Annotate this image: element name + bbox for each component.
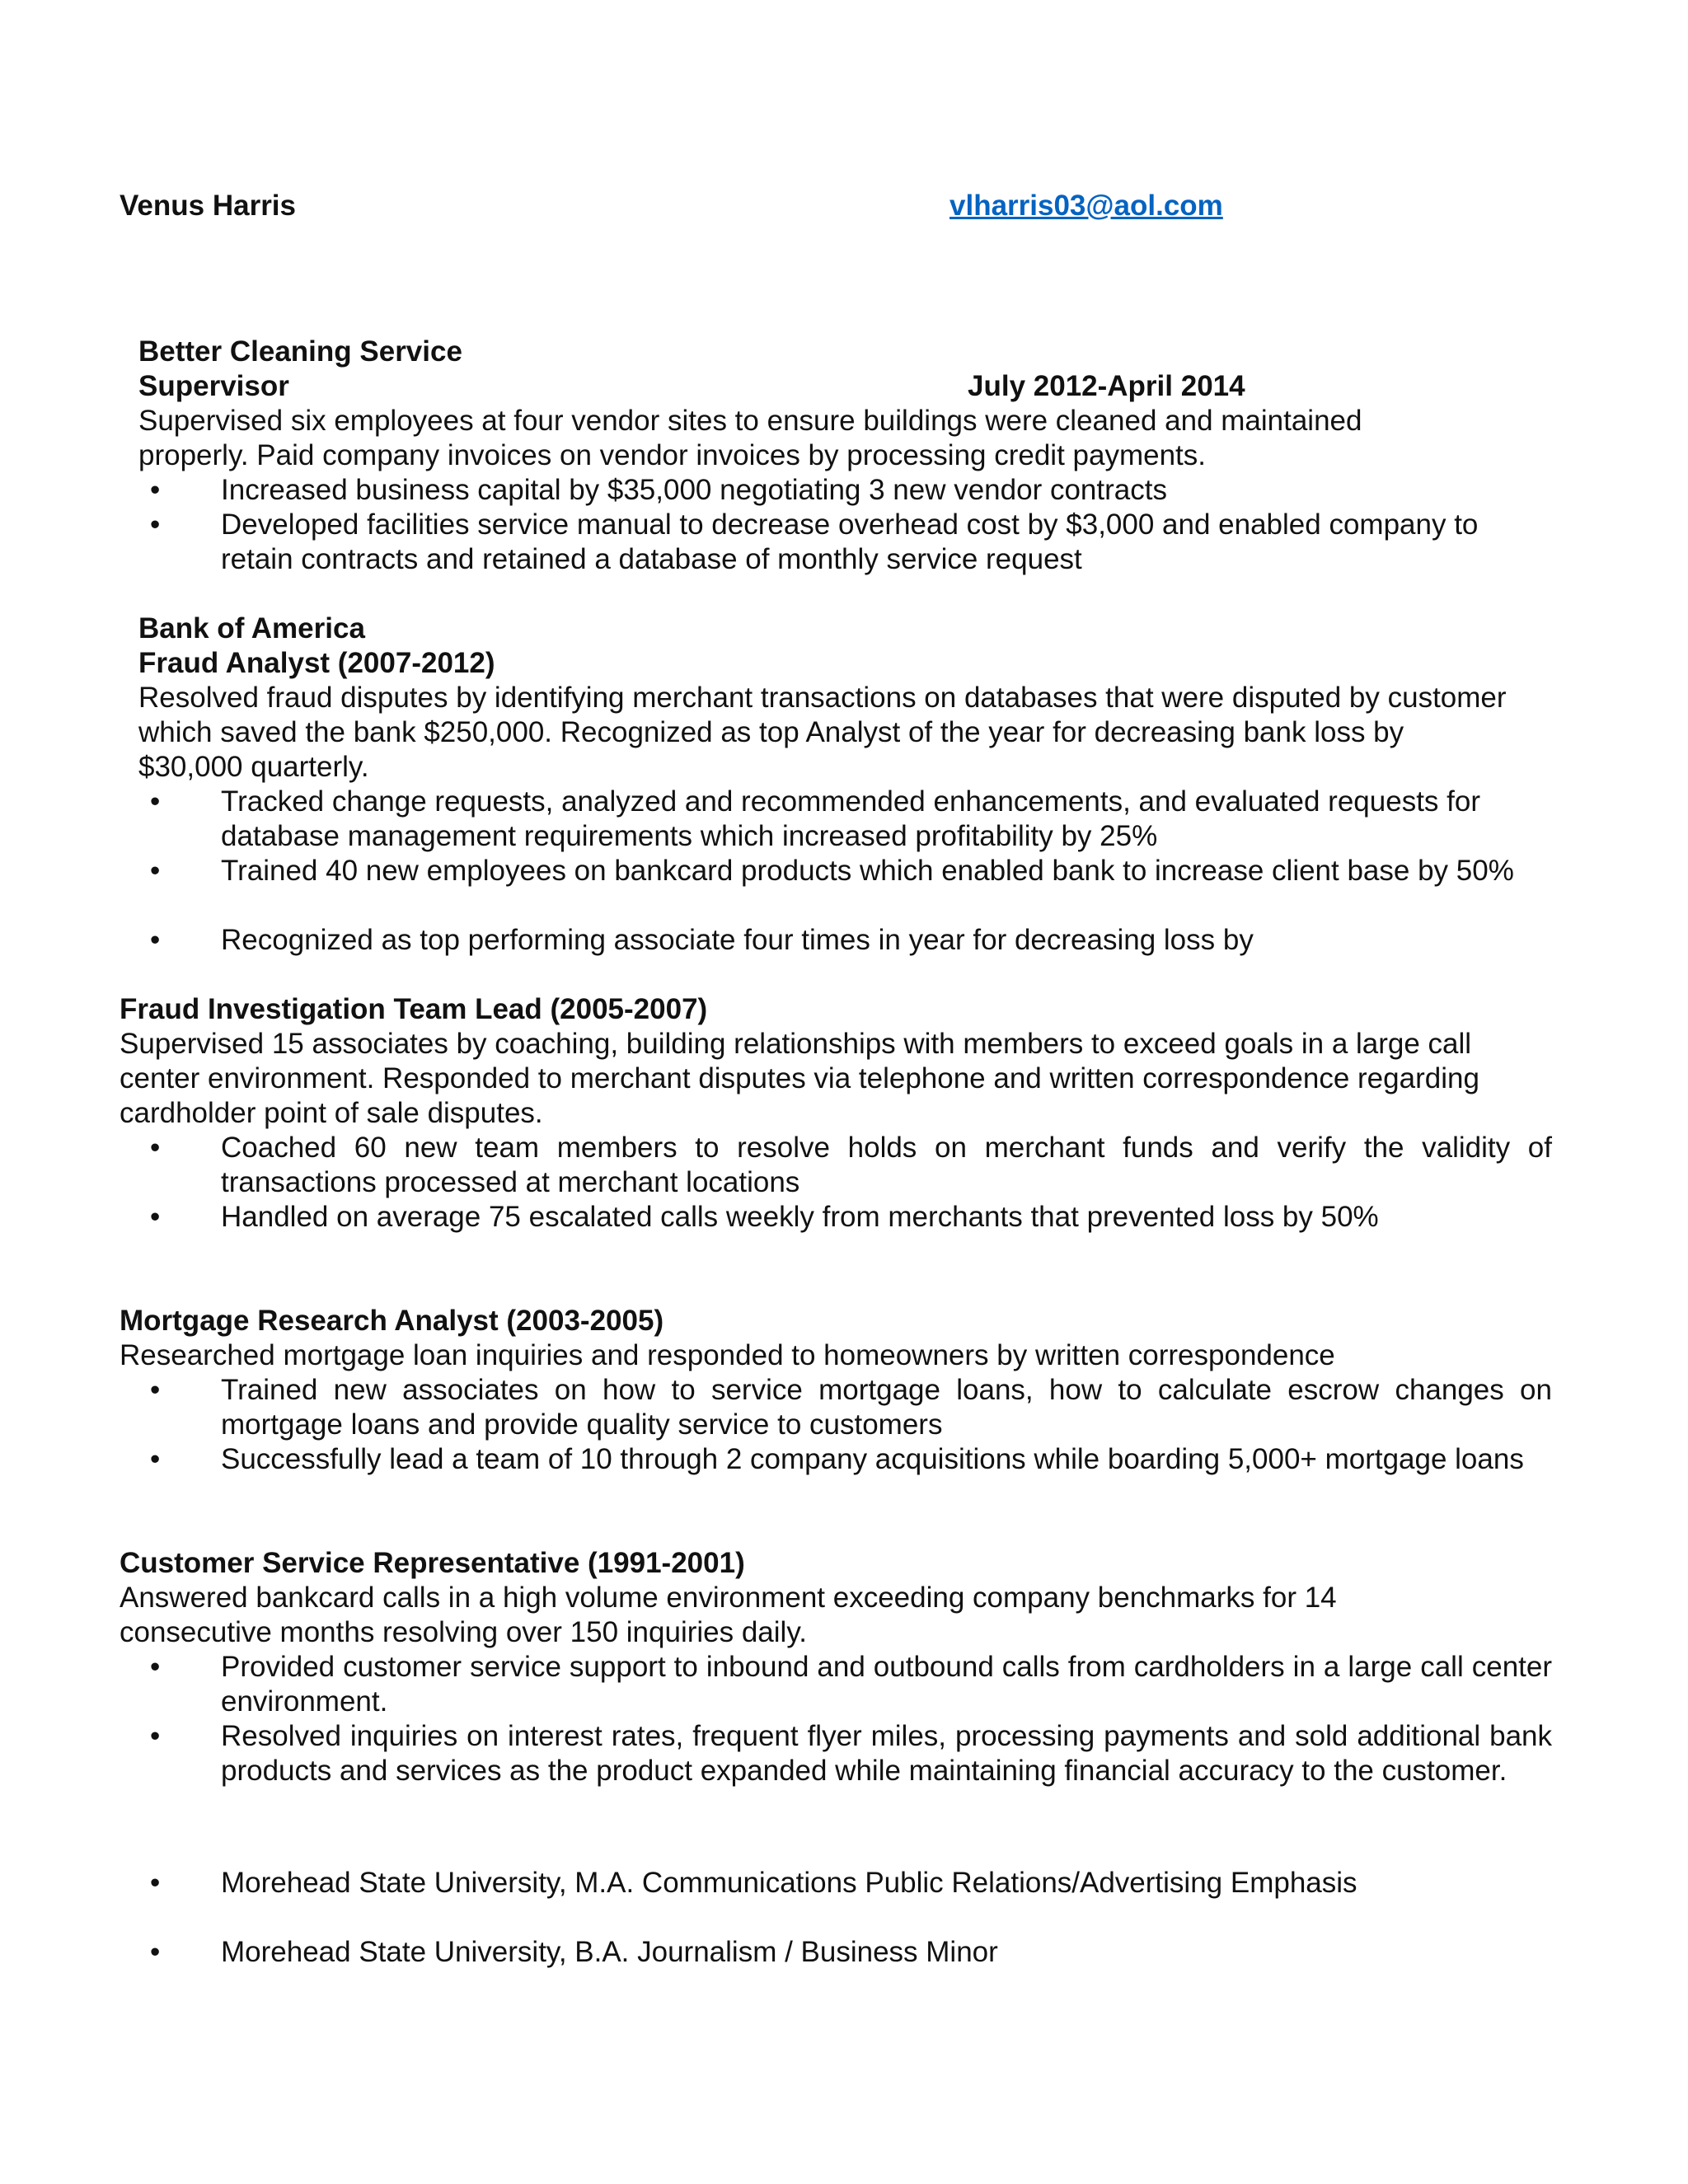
company-name: Better Cleaning Service [138, 335, 462, 368]
email-link[interactable]: vlharris03@aol.com [950, 190, 1223, 222]
job-summary: Supervised 15 associates by coaching, building relationships with members to exceed goals in a large call center environment. Responded to merchant disputes via telephone and written correspondence regarding cardholder point of sale disputes. [120, 1028, 1479, 1129]
job-summary: Researched mortgage loan inquiries and responded to homeowners by written correspondence [120, 1339, 1335, 1371]
job-title: Supervisor [138, 370, 289, 402]
bullet-glyph: • [150, 1867, 161, 1899]
job-summary: Answered bankcard calls in a high volume environment exceeding company benchmarks for 14 consecutive months resolving over 150 inquiries daily. [120, 1582, 1337, 1648]
bullet-glyph: • [150, 1936, 161, 1968]
bullet-glyph: • [150, 474, 161, 506]
applicant-name: Venus Harris [120, 190, 296, 222]
job-summary: Supervised six employees at four vendor sites to ensure buildings were cleaned and maintained properly. Paid company invoices on vendor invoices by processing credit payments. [138, 405, 1362, 471]
company-name: Bank of America [138, 612, 365, 644]
bullet-glyph: • [150, 1374, 161, 1406]
job-title: Fraud Investigation Team Lead (2005-2007) [120, 993, 708, 1025]
bullet-glyph: • [150, 1651, 161, 1683]
bullet-glyph: • [150, 1201, 161, 1233]
bullet-glyph: • [150, 855, 161, 887]
job-title: Customer Service Representative (1991-2001) [120, 1547, 745, 1579]
job-dates: July 2012-April 2014 [968, 370, 1245, 402]
bullet-glyph: • [150, 1443, 161, 1475]
bullet-glyph: • [150, 785, 161, 818]
job-title: Mortgage Research Analyst (2003-2005) [120, 1305, 664, 1337]
bullet-glyph: • [150, 1720, 161, 1752]
job-title: Fraud Analyst (2007-2012) [138, 647, 495, 679]
bullet-glyph: • [150, 924, 161, 956]
job-summary: Resolved fraud disputes by identifying merchant transactions on databases that were disputed by customer which saved the bank $250,000. Recognized as top Analyst of the year for decreasing bank loss by $30,000 quarterly. [138, 682, 1507, 783]
bullet-glyph: • [150, 1132, 161, 1164]
bullet-glyph: • [150, 509, 161, 541]
